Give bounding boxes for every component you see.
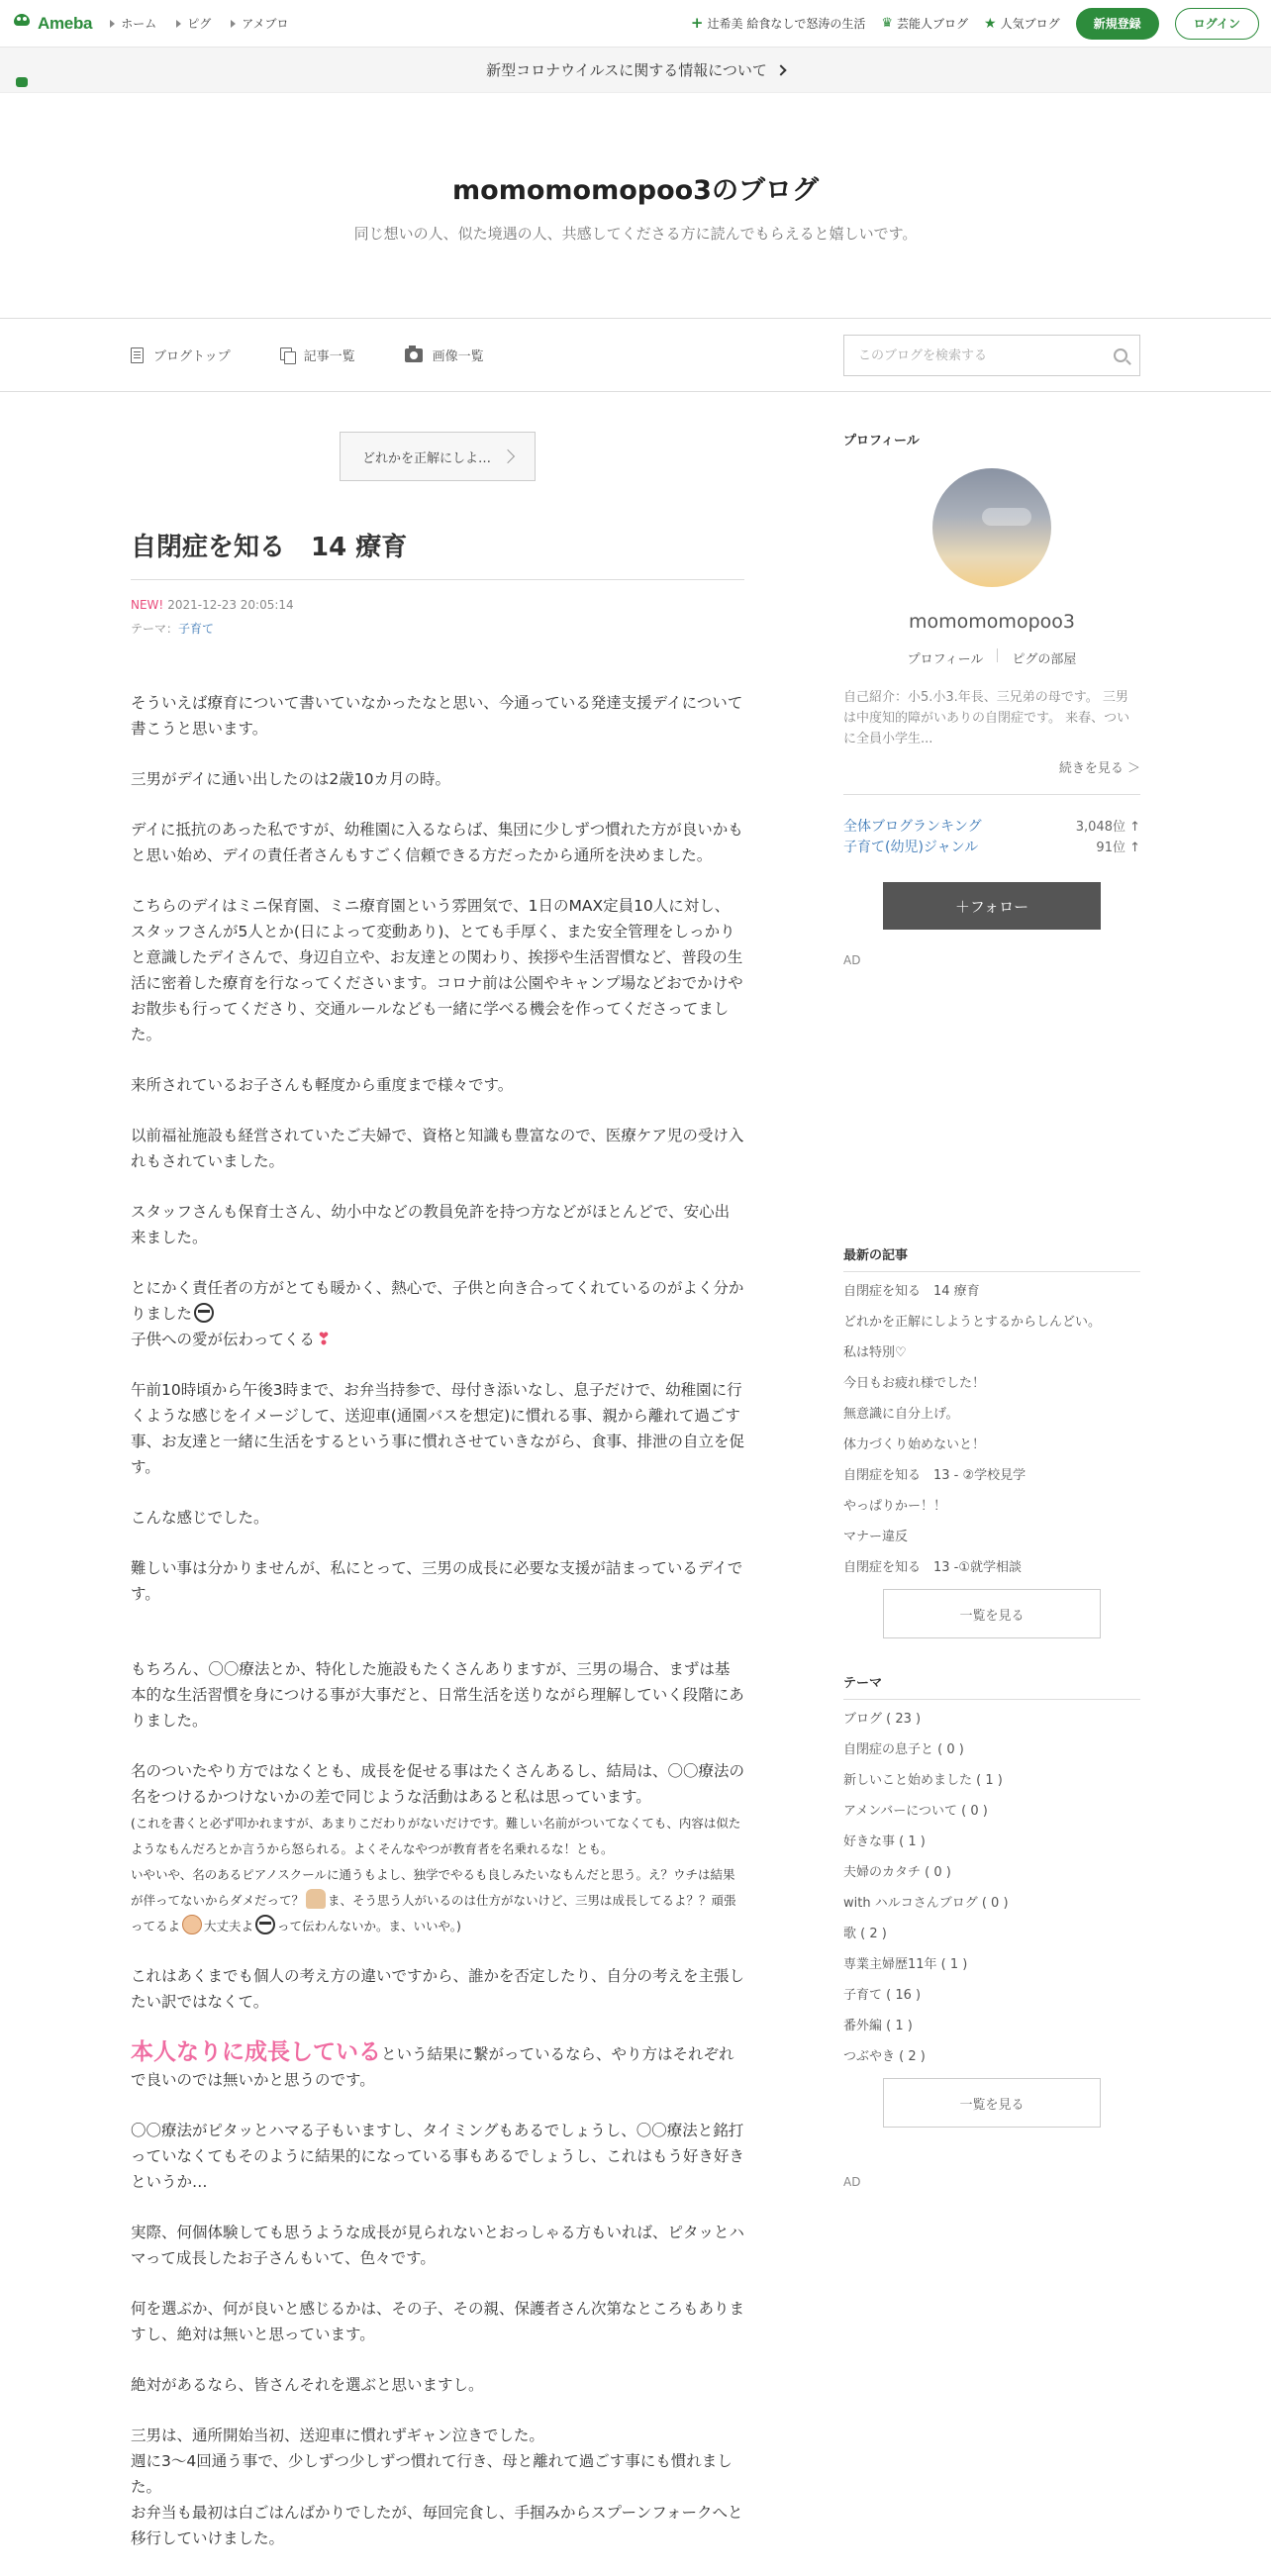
ranking-row: 子育て(幼児)ジャンル 91位 ↑ [843,838,1140,858]
paragraph: 〇〇療法がピタッとハマる子もいますし、タイミングもあるでしょうし、〇〇療法と銘打っていなくてもそのように結果的になっている事もあるでしょうし、これはもう好き好きというか… [131,2122,744,2191]
paragraph: 絶対があるなら、皆さんそれを選ぶと思いますし。 [131,2376,484,2394]
blog-search [843,335,1140,376]
profile-links [843,648,1140,667]
nav-ameblo[interactable]: アメブロ [231,15,288,32]
emphasis-text: 本人なりに成長している [131,2039,381,2065]
nav-pigg[interactable]: ピグ [176,15,211,32]
star-icon: ★ [984,15,997,32]
theme-item[interactable]: 番外編 ( 1 ) [843,2019,913,2033]
overall-ranking-link[interactable]: 全体ブログランキング [843,819,982,835]
paragraph: 午前10時頃から午後3時まで、お弁当持参で、母付き添いなし、息子だけで、幼稚園に行くような感じをイメージして、送迎車(通園バスを想定)に慣れる事、親から離れて過ごす事、お友達と一緒に生活をするという事に慣れさせていきながら、食事、排泄の自立を促す。 [131,1381,745,1476]
theme-link[interactable]: 子育て [178,622,215,636]
cake-emoji-icon [306,1889,326,1909]
popular-blog-link[interactable]: ★ 人気ブログ [984,15,1060,32]
search-input[interactable] [856,347,1114,364]
paragraph: 三男は、通所開始当初、送迎車に慣れずギャン泣きでした。 週に3〜4回通う事で、少しずつ少しずつ慣れて行き、母と離れて過ごす事にも慣れました。 お弁当も最初は白ごはんばかりでしたが、毎回完食し、手掴みからスプーンフォークへと移行していけました。 [131,2427,743,2547]
genre-ranking-link[interactable]: 子育て(幼児)ジャンル [843,840,979,855]
sidebar [843,392,1140,2576]
global-header [0,0,1271,48]
baby-emoji-icon [182,1915,202,1934]
login-button[interactable]: ログイン [1175,8,1259,40]
recent-item[interactable]: 体力づくり始めないと！ [843,1437,986,1452]
frog-logo-icon [12,12,32,36]
paragraph: 何を選ぶか、何が良いと感じるかは、その子、その親、保護者さん次第なところもありますし、絶対は無いと思っています。 [131,2300,745,2343]
hearts-emoji-icon: ❣ [316,1330,332,1349]
glasses-emoji-icon [194,1303,214,1323]
ranking-box [843,817,1140,858]
notice-text: 新型コロナウイルスに関する情報について [486,61,767,79]
logo-text: Ameba [38,13,93,33]
chevron-right-icon [501,449,515,463]
header-links [691,8,1259,40]
avatar[interactable] [932,468,1051,587]
recent-item[interactable]: マナー違反 [843,1530,909,1544]
document-icon [131,347,144,363]
entry-datetime: 2021-12-23 20:05:14 [167,598,294,612]
theme-item[interactable]: ブログ ( 23 ) [843,1712,922,1727]
recent-heading: 最新の記事 [843,1244,1140,1272]
ad-label: AD [843,953,861,967]
nav-home[interactable]: ホーム [110,15,156,32]
covid-notice[interactable] [0,48,1271,93]
recent-item[interactable]: 今日もお疲れ様でした！ [843,1376,986,1391]
ad-label: AD [843,2175,861,2189]
triangle-icon [231,20,236,28]
paragraph: こちらのデイはミニ保育園、ミニ療育園という雰囲気で、1日のMAX定員10人に対し、スタッフさんが5人とか(日によって変動あり)、とても手厚く、また安全管理をしっかりと意識したデイさんで、身辺自立や、お友達との関わり、挨拶や生活習慣など、普段の生活に密着した療育を行なってくださいます。コロナ前は公園やキャンプ場などおでかけやお散歩も行ってくださり、交通ルールなども一緒に学べる機会を作ってくださってました。 [131,897,743,1043]
entry-title[interactable]: 自閉症を知る 14 療育 [131,527,744,580]
entry-body [131,690,744,2551]
prev-entry-button[interactable]: どれかを正解にしよ… [340,432,536,481]
theme-item[interactable]: 子育て ( 16 ) [843,1988,922,2003]
divider [997,648,998,662]
copy-icon [280,347,294,362]
paragraph: 本人なりに成長しているという結果に繋がっているなら、やり方はそれぞれで良いのでは無いかと思うのです。 [131,2039,734,2089]
plus-icon: + [690,14,704,32]
pigg-room-link[interactable]: ピグの部屋 [1012,652,1077,667]
signup-button[interactable]: 新規登録 [1076,8,1159,40]
theme-more-button[interactable]: 一覧を見る [883,2078,1101,2128]
theme-item[interactable]: 新しいこと始めました ( 1 ) [843,1773,1003,1788]
theme-list [843,1710,1140,2067]
theme-heading: テーマ [843,1672,1140,1700]
paragraph: これはあくまでも個人の考え方の違いですから、誰かを否定したり、自分の考えを主張したい訳ではなくて。 [131,1967,745,2011]
blog-title[interactable]: momomomopoo3のブログ [452,174,819,206]
theme-item[interactable]: with ハルコさんブログ ( 0 ) [843,1896,1009,1911]
celebrity-blog-link[interactable]: ♛ 芸能人ブログ [881,16,968,31]
ad-slot [843,967,1140,1244]
glasses-emoji-icon [255,1915,275,1934]
theme-item[interactable]: 夫婦のカタチ ( 0 ) [843,1865,951,1880]
paragraph: 来所されているお子さんも軽度から重度まで様々です。 [131,1076,514,1094]
recent-item[interactable]: 自閉症を知る 13 - ②学校見学 [843,1468,1027,1483]
triangle-icon [176,20,181,28]
theme-item[interactable]: 好きな事 ( 1 ) [843,1834,926,1849]
ameba-logo[interactable] [12,12,92,36]
profile-name[interactable]: momomomopoo3 [909,611,1075,633]
theme-item[interactable]: 専業主婦歴11年 ( 1 ) [843,1957,968,1972]
recent-item[interactable]: 自閉症を知る 14 療育 [843,1284,980,1299]
ranking-row: 全体ブログランキング 3,048位 ↑ [843,817,1140,838]
paragraph: 実際、何個体験しても思うような成長が見られないとおっしゃる方もいれば、ピタッとハマって成長したお子さんもいて、色々です。 [131,2224,745,2267]
paragraph: 以前福祉施設も経営されていたご夫婦で、資格と知識も豊富なので、医療ケア児の受け入れもされていました。 [131,1127,744,1170]
paragraph: スタッフさんも保育士さん、幼小中などの教員免許を持つ方などがほとんどで、安心出来ました。 [131,1203,731,1246]
camera-icon [405,348,423,362]
paragraph: 三男がデイに通い出したのは2歳10カ月の時。 [131,770,451,788]
profile-heading: プロフィール [843,434,920,448]
theme-item[interactable]: アメンバーについて ( 0 ) [843,1804,988,1819]
entry-theme: テーマ：子育て [131,622,215,636]
theme-item[interactable]: つぶやき ( 2 ) [843,2049,926,2064]
blog-nav [0,319,1271,392]
paragraph: 難しい事は分かりませんが、私にとって、三男の成長に必要な支援が詰まっているデイです。 [131,1559,743,1603]
read-more-link[interactable]: 続きを見る ＞ [843,757,1140,795]
global-nav [110,15,288,32]
recent-item[interactable]: どれかを正解にしようとするからしんどい。 [843,1315,1102,1330]
follow-button[interactable]: ＋フォロー [883,882,1101,930]
theme-item[interactable]: 自閉症の息子と ( 0 ) [843,1742,964,1757]
paragraph: 名のついたやり方ではなくとも、成長を促せる事はたくさんあるし、結局は、〇〇療法の名をつけるかつけないかの差で同じような活動はあると私は思っています。 (これを書くと必ず叩かれますが、あまりこだわりがないだけです。難しい名前がついてなくても、内容は似たようなもんだろとか言うから怒られる。よくそんなやつが教育者を名乗れるな！とも。 いやいや、名のあるピアノスクールに通うもよし、独学でやるも良しみたいなもんだと思う。え？ウチは結果が伴ってないからダメだって？ ま、そう思う人がいるのは仕方がないけど、三男は成長してるよ？？頑張ってるよ 大丈夫よ って伝わんないか。ま、いいや。) [131,1762,745,1933]
nav-image-list[interactable]: 画像一覧 [405,346,484,364]
search-icon[interactable] [1114,348,1127,362]
blog-description: 同じ想いの人、似た境遇の人、共感してくださる方に読んでもらえると嬉しいです。 [353,224,918,243]
profile-link[interactable]: プロフィール [907,652,984,667]
chevron-right-icon [775,64,786,75]
crown-icon: ♛ [881,16,893,31]
triangle-icon [110,20,115,28]
recent-list [843,1282,1140,1578]
paragraph: そういえば療育について書いていなかったなと思い、今通っている発達支援デイについて書こうと思います。 [131,694,743,738]
nav-blog-top[interactable]: ブログトップ [131,346,231,364]
paragraph: とにかく責任者の方がとても暖かく、熱心で、子供と向き合ってくれているのがよく分かりました 子供への愛が伝わってくる ❣ [131,1279,744,1349]
trending-link[interactable]: + 辻希美 給食なしで怒涛の生活 [690,14,866,32]
recent-more-button[interactable]: 一覧を見る [883,1589,1101,1638]
entry-meta [131,598,744,612]
recent-item[interactable]: 私は特別♡ [843,1345,907,1360]
blog-header [0,93,1271,319]
paragraph: もちろん、〇〇療法とか、特化した施設もたくさんありますが、三男の場合、まずは基本的な生活習慣を身につける事が大事だと、日常生活を送りながら理解していく段階にありました。 [131,1660,744,1730]
paragraph: こんな感じでした。 [131,1509,269,1527]
nav-entry-list[interactable]: 記事一覧 [280,346,355,364]
recent-item[interactable]: やっぱりかー！！ [843,1499,947,1514]
profile-intro: 自己紹介：小5.小3.年長、三兄弟の母です。 三男は中度知的障がいありの自閉症です。 来春、ついに全員小学生... [843,690,1130,746]
recent-item[interactable]: 無意識に自分上げ。 [843,1407,959,1422]
main-column [131,392,744,2576]
paragraph: デイに抵抗のあった私ですが、幼稚園に入るならば、集団に少しずつ慣れた方が良いかもと思い始め、デイの責任者さんもすごく信頼できる方だったから通所を決めました。 [131,821,743,864]
recent-item[interactable]: 自閉症を知る 13 -①就学相談 [843,1560,1023,1575]
theme-item[interactable]: 歌 ( 2 ) [843,1927,887,1941]
new-badge: NEW! [131,598,164,612]
